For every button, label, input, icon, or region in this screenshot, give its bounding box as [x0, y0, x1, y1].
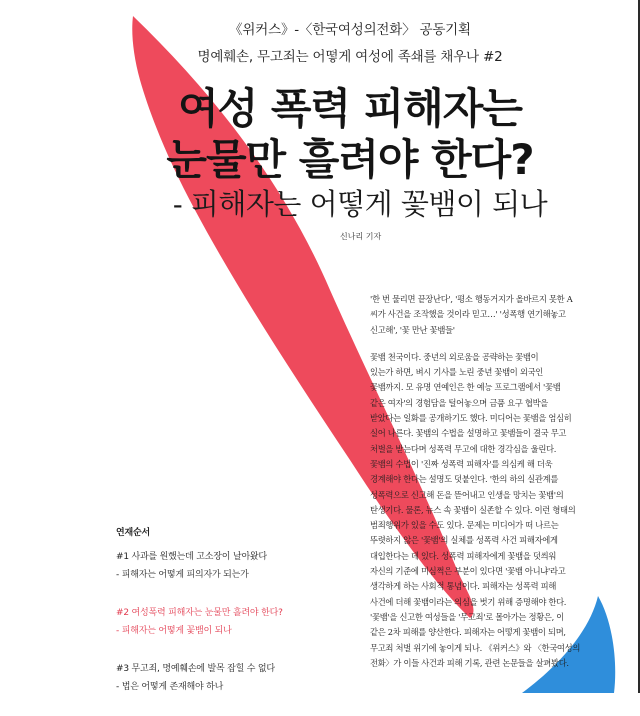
article-subtitle: - 피해자는 어떻게 꽃뱀이 되나: [172, 187, 548, 221]
body-line: 받았다는 일화를 공개하기도 했다. 미디어는 꽃뱀을 엄심히: [370, 413, 572, 424]
series-item-subtitle: - 피해자는 어떻게 피의자가 되는가: [116, 570, 249, 580]
series-item: [116, 604, 356, 640]
body-line: 신고해', '꽃 만난 꽃뱀들': [370, 324, 455, 335]
body-line: 꽃뱀 천국이다. 중년의 외로움을 공략하는 꽃뱀이: [370, 351, 539, 362]
body-line: 경계해야 한다는 설명도 덧붙인다. '한의 하의 실관계를: [370, 474, 559, 485]
body-line: 있는가 하면, 벼시 기사를 노린 중년 꽃뱀이 외국인: [370, 367, 543, 378]
body-line: 탄생기다. 물론, 뉴스 속 꽃뱀이 실존할 수 있다. 이런 형태의: [370, 504, 576, 515]
series-item: [116, 660, 356, 696]
headline-line-2: 눈물만 흘려야 한다?: [166, 135, 534, 184]
body-line: 꽃뱀의 수법이 '진짜 성폭력 피해자'를 의심케 해 더욱: [370, 458, 553, 469]
body-line: '꽃뱀'을 신고한 여성들을 '무고죄'로 몰아가는 정황은, 이: [370, 611, 565, 622]
headline-line-1: 여성 폭력 피해자는: [178, 84, 522, 133]
body-line: 꽃뱀까지. 모 유명 연예인은 한 예능 프로그램에서 '꽃뱀: [370, 382, 561, 393]
series-item-subtitle: - 피해자는 어떻게 꽃뱀이 되나: [116, 626, 232, 636]
series-kicker: 《위커스》-〈한국여성의전화〉 공동기획: [229, 22, 471, 38]
series-item-title: #1 사과를 원했는데 고소장이 날아왔다: [116, 552, 267, 562]
body-line: 씨가 사건을 조작했을 것이라 믿고…' '성폭행 연기해놓고: [370, 309, 566, 320]
body-line: 자신의 기준에 미심쩍은 부분이 있다면 '꽃뱀 아니냐'라고: [370, 566, 566, 577]
series-item-subtitle: - 법은 어떻게 존재해야 하나: [116, 682, 224, 692]
byline: 신나리 기자: [340, 232, 382, 241]
body-line: 대입한다는 데 있다. 성폭력 피해자에게 꽃뱀을 덧씌워: [370, 550, 557, 561]
body-line: 생각하게 하는 사회적 통념이다. 피해자는 성폭력 피해: [370, 581, 557, 592]
body-line: 전화〉가 이들 사건과 피해 기록, 관련 논문들을 살펴봤다.: [370, 657, 569, 668]
body-line: '한 번 물리면 끝장난다', '평소 행동거지가 올바르지 못한 A: [370, 294, 573, 304]
body-line: 실어 나른다. 꽃뱀의 수법을 설명하고 꽃뱀들이 결국 무고: [370, 428, 567, 439]
body-line: 같은 여자'의 경험담을 털어놓으며 금품 요구 협박을: [370, 397, 549, 408]
body-line: 사건에 더해 꽃뱀이라는 의심을 벗기 위해 증명해야 한다.: [370, 596, 567, 607]
series-item-title: #2 여성폭력 피해자는 눈물만 흘려야 한다?: [116, 608, 283, 618]
body-line: 뚜렷하지 않은 '꽃뱀'의 실체를 성폭력 사건 피해자에게: [370, 535, 558, 546]
series-subkicker: 명예훼손, 무고죄는 어떻게 여성에 족쇄를 채우나 #2: [197, 49, 503, 65]
body-line: 처벌을 받는다며 성폭력 무고에 대한 경각심을 울린다.: [370, 443, 557, 454]
body-line: 같은 2차 피해를 양산한다. 피해자는 어떻게 꽃뱀이 되며,: [370, 627, 566, 638]
series-item-title: #3 무고죄, 명예훼손에 발목 잡힐 수 없다: [116, 664, 275, 674]
body-line: 성폭력으로 신고해 돈을 뜯어내고 인생을 망치는 꽃뱀'의: [370, 489, 564, 500]
series-item: [116, 548, 356, 584]
body-line: 범죄행위가 있을 수도 있다. 문제는 미디어가 떠 나르는: [370, 520, 559, 531]
body-line: 무고죄 처벌 위기에 놓이게 되나. 《위커스》와 〈한국여성의: [370, 642, 581, 653]
paragraph-gap: [370, 338, 628, 350]
series-list: [116, 525, 356, 716]
series-heading: 연재순서: [116, 528, 150, 538]
article-body: [370, 292, 628, 671]
